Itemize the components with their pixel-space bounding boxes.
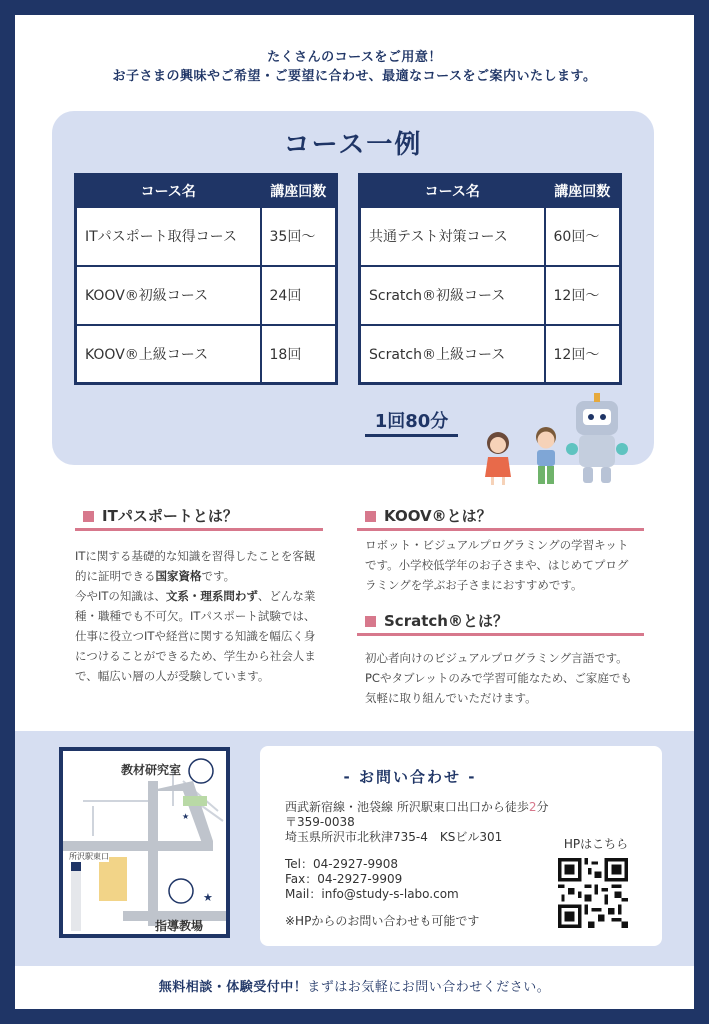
table-row [360,207,621,266]
scratch-heading [357,610,644,636]
flyer-page [15,15,694,1009]
access-text: 西武新宿線・池袋線 所沢駅東口出口から徒歩 [285,800,529,814]
access-line [285,800,548,815]
itpass-text-2c: 、どんな業種・職種でも不可欠。ITパスポート試験では、仕事に役立つITや経営に関する知識を幅広く身につけることができるため、学生から社会人まで、幅広い層の人が受験しています。 [75,589,316,683]
fax: Fax：04-2927-9909 [285,872,403,886]
tel[interactable]: Tel：04-2927-9908 [285,857,399,871]
intro-text [15,48,694,86]
square-bullet-icon [365,616,376,627]
footer-bold: 無料相談・体験受付中！ [158,980,308,995]
column-header-count: 講座回数 [261,175,337,207]
itpass-text-2b: 文系・理系問わず [165,589,258,603]
intro-line-2: お子さまの興味やご希望・ご要望に合わせ、最適なコースをご案内いたします。 [112,69,597,84]
itpass-text-2a: 今やITの知識は、 [75,589,166,603]
itpass-text-1b: 国家資格 [155,569,202,583]
course-table-right [358,173,622,385]
course-table-left [74,173,338,385]
robot-icon [566,393,628,483]
table-row [76,266,337,325]
itpass-title: ITパスポートとは？ [102,507,238,525]
square-bullet-icon [83,511,94,522]
table-row [76,325,337,384]
itpass-description [75,546,325,686]
itpass-heading [75,505,323,531]
table-row [360,266,621,325]
koov-description: ロボット・ビジュアルプログラミングの学習キットです。小学校低学年のお子さまや、はじめてプログラミングを学ぶお子さまにおすすめです。 [365,538,629,592]
column-header-name: コース名 [76,175,261,207]
course-count: 12回～ [545,266,621,325]
map-label-lab: 教材研究室 [121,763,182,777]
hp-label: HPはこちら [563,837,629,851]
course-name: KOOV®上級コース [76,325,261,384]
course-name: Scratch®初級コース [360,266,545,325]
qr-code-icon[interactable] [558,858,628,928]
course-count: 12回～ [545,325,621,384]
course-name: Scratch®上級コース [360,325,545,384]
course-count: 24回 [261,266,337,325]
footer-banner [15,966,694,1009]
course-name: ITパスポート取得コース [76,207,261,266]
mail[interactable]: Mail：info@study-s-labo.com [285,887,459,901]
footer-text: まずはお気軽にお問い合わせください。 [307,980,551,995]
map-label-station: 所沢駅東口 [69,852,109,861]
scratch-description: 初心者向けのビジュアルプログラミング言語です。PCやタブレットのみで学習可能なため、ご家庭でも気軽に取り組んでいただけます。 [365,651,632,705]
itpass-text-1c: です。 [201,569,236,583]
kids-robot-illustration [480,391,630,487]
course-title: コース一例 [283,130,423,160]
column-header-count: 講座回数 [545,175,621,207]
girl-icon [485,432,511,485]
itpass-text-1a: ITに関する基礎的な知識を習得したことを客観的に証明できる [75,549,316,583]
boy-icon [536,427,556,484]
table-row [76,207,337,266]
course-name: 共通テスト対策コース [360,207,545,266]
contact-card [260,746,662,946]
contact-details [285,800,548,929]
map-star-top-icon: ★ [182,812,190,821]
table-row [360,325,621,384]
map-label-school: 指導教場 [155,919,204,933]
zip-code: 〒359-0038 [285,815,355,829]
square-bullet-icon [365,511,376,522]
access-minutes: 2 [528,800,537,814]
koov-title: KOOV®とは？ [384,507,492,525]
scratch-title: Scratch®とは？ [384,612,508,630]
course-panel [52,111,654,465]
course-count: 35回～ [261,207,337,266]
column-header-name: コース名 [360,175,545,207]
course-name: KOOV®初級コース [76,266,261,325]
access-map [59,747,230,938]
map-drawing [63,751,226,934]
lesson-duration: 1回80分 [365,407,458,437]
course-count: 60回～ [545,207,621,266]
intro-line-1: たくさんのコースをご用意！ [267,50,442,65]
contact-title: - お問い合わせ - [343,768,477,786]
course-count: 18回 [261,325,337,384]
map-star-bottom-icon: ★ [203,891,213,904]
contact-note: ※HPからのお問い合わせも可能です [285,914,480,928]
address: 埼玉県所沢市北秋津735-4 KSビル301 [285,830,503,844]
koov-heading [357,505,644,531]
access-unit: 分 [536,800,549,814]
